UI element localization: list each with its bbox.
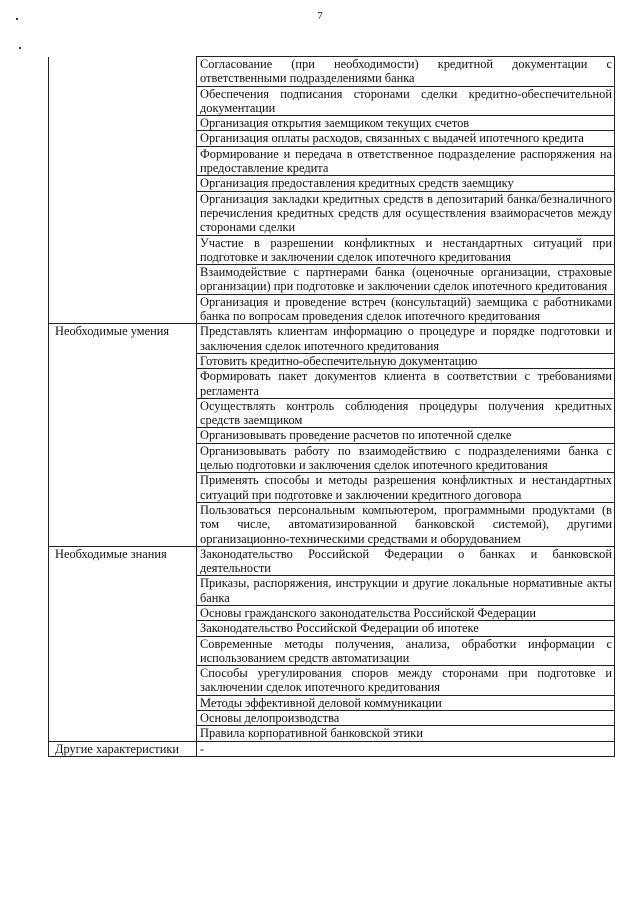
table-row (49, 324, 615, 354)
section-item: Взаимодействие с партнерами банка (оценочные организации, страховые организации) при подготовке и заключении сделок ипотечного кредитования (197, 265, 615, 295)
section-item: Законодательство Российской Федерации о банках и банковской деятельности (197, 546, 615, 576)
section-item: Организация оплаты расходов, связанных с выдачей ипотечного кредита (197, 131, 615, 146)
section-label: Необходимые умения (49, 324, 197, 546)
section-item: Основы гражданского законодательства Российской Федерации (197, 605, 615, 620)
table-body (49, 57, 615, 757)
section-item: Участие в разрешении конфликтных и нестандартных ситуаций при подготовке и заключении сделок ипотечного кредитования (197, 235, 615, 265)
section-item: Формировать пакет документов клиента в соответствии с требованиями регламента (197, 369, 615, 399)
section-item: Способы урегулирования споров между сторонами при подготовке и заключении сделок ипотечного кредитования (197, 666, 615, 696)
section-item: Согласование (при необходимости) кредитной документации с ответственными подразделениями банка (197, 57, 615, 87)
section-item: Законодательство Российской Федерации об ипотеке (197, 621, 615, 636)
section-item: Правила корпоративной банковской этики (197, 726, 615, 741)
section-item: Приказы, распоряжения, инструкции и другие локальные нормативные акты банка (197, 576, 615, 606)
section-item: Готовить кредитно-обеспечительную документацию (197, 353, 615, 368)
section-item: Организация и проведение встреч (консультаций) заемщика с работниками банка по вопросам проведения сделок ипотечного кредитования (197, 294, 615, 324)
section-item: Пользоваться персональным компьютером, программными продуктами (в том числе, автоматизированной банковской системой), другими организационно-техническими средствами и оборудованием (197, 502, 615, 546)
section-label: Другие характеристики (49, 741, 197, 756)
section-item: Организовывать проведение расчетов по ипотечной сделке (197, 428, 615, 443)
section-item: Организация закладки кредитных средств в депозитарий банка/безналичного перечисления кредитных средств для осуществления взаиморасчетов между сторонами сделки (197, 191, 615, 235)
table-row (49, 546, 615, 576)
section-item: Современные методы получения, анализа, обработки информации с использованием средств автоматизации (197, 636, 615, 666)
table-row (49, 57, 615, 87)
section-item: Применять способы и методы разрешения конфликтных и нестандартных ситуаций при подготовке и заключении кредитного договора (197, 473, 615, 503)
section-item: Организация предоставления кредитных средств заемщику (197, 176, 615, 191)
table-row (49, 741, 615, 756)
section-item: Основы делопроизводства (197, 711, 615, 726)
requirements-table (48, 56, 615, 757)
margin-dot (19, 47, 21, 49)
section-item: Организовывать работу по взаимодействию с подразделениями банка с целью подготовки и заключения сделок ипотечного кредитования (197, 443, 615, 473)
page-number: 7 (317, 10, 323, 22)
section-item: Осуществлять контроль соблюдения процедуры получения кредитных средств заемщиком (197, 398, 615, 428)
margin-dot (16, 18, 18, 20)
section-item: - (197, 741, 615, 756)
section-label (49, 57, 197, 324)
section-item: Обеспечения подписания сторонами сделки кредитно-обеспечительной документации (197, 86, 615, 116)
section-item: Представлять клиентам информацию о процедуре и порядке подготовки и заключения сделок ипотечного кредитования (197, 324, 615, 354)
requirements-sheet (48, 56, 614, 757)
section-item: Организация открытия заемщиком текущих счетов (197, 116, 615, 131)
section-item: Методы эффективной деловой коммуникации (197, 695, 615, 710)
section-label: Необходимые знания (49, 546, 197, 741)
section-item: Формирование и передача в ответственное подразделение распоряжения на предоставление кредита (197, 146, 615, 176)
